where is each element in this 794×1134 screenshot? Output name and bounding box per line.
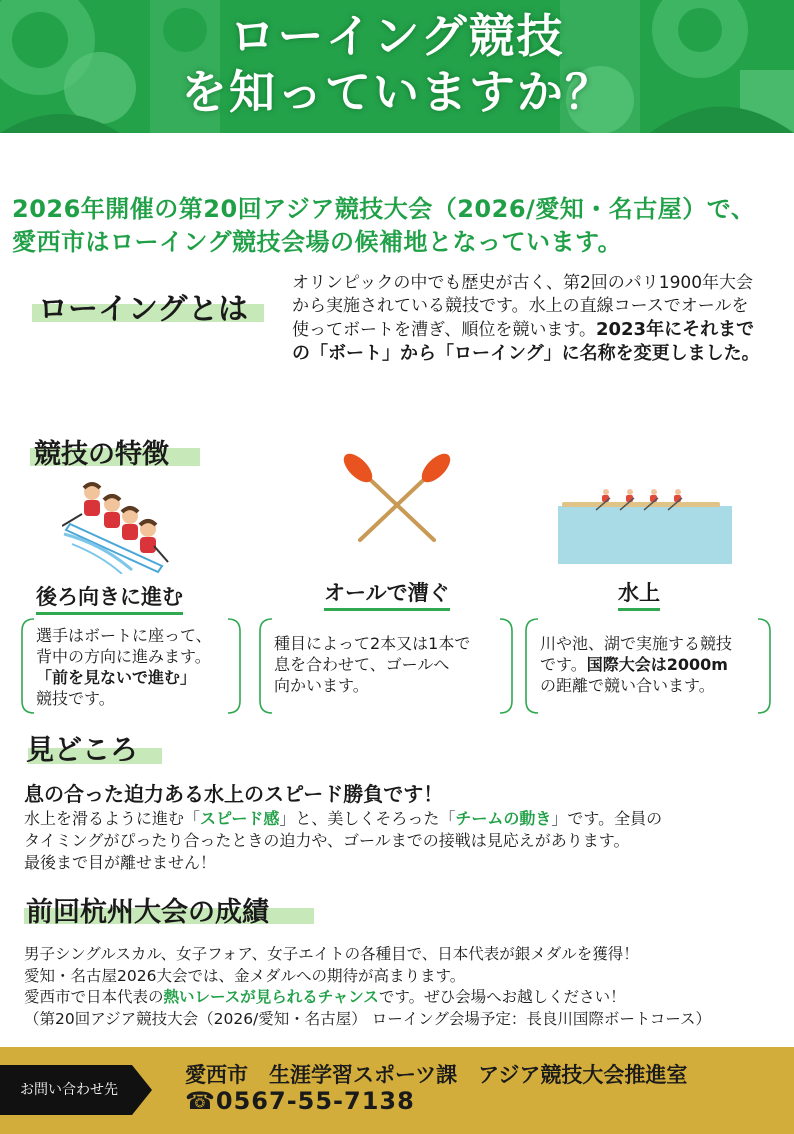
feature-text-line: 背中の方向に進みます。 (36, 647, 211, 666)
lead-text (12, 193, 792, 259)
contact-phone[interactable]: ☎0567-55-7138 (185, 1087, 415, 1115)
contact-footer (0, 1047, 794, 1134)
feature-underline (618, 608, 660, 611)
feature-text-line: 競技です。 (36, 689, 115, 708)
highlights-line3: 最後まで目が離せません！ (24, 853, 217, 872)
features-title: 競技の特徴 (34, 439, 169, 470)
text-run: 愛西市で日本代表の (24, 988, 164, 1006)
results-body (24, 944, 784, 1030)
text-run: です。ぜひ会場へお越しください！ (378, 988, 626, 1006)
highlights-body (24, 808, 714, 874)
feature-text-line: 息を合わせて、ゴールへ (274, 655, 450, 674)
lead-line1: 2026年開催の第20回アジア競技大会（2026/愛知・名古屋）で、 (12, 195, 756, 223)
rowing-boat-icon (558, 486, 732, 566)
feature-label-water-text: 水上 (618, 581, 660, 605)
feature-label-oar (324, 577, 450, 607)
feature-label-water (618, 577, 660, 607)
feature-bubble-oar (258, 617, 514, 715)
results-title: 前回杭州大会の成績 (26, 897, 269, 928)
feature-text-line: 向かいます。 (274, 676, 369, 695)
feature-text-line: 川や池、湖で実施する競技 (540, 634, 733, 653)
feature-text-line: 選手はボートに座って、 (36, 626, 212, 645)
feature-underline (324, 608, 450, 611)
page-title-line2: を知っていますか？ (181, 65, 613, 119)
lead-line2: 愛西市はローイング競技会場の候補地となっています。 (12, 228, 623, 256)
feature-text-water (540, 633, 732, 696)
feature-text-line: 種目によって2本又は1本で (274, 634, 471, 653)
text-emphasis: チームの動き (455, 809, 552, 828)
feature-label-backward-text: 後ろ向きに進む (36, 585, 183, 609)
feature-bubble-backward (20, 617, 242, 715)
feature-text-line: です。 (540, 655, 587, 674)
page-title (0, 8, 794, 120)
highlights-title: 見どころ (26, 733, 139, 766)
feature-text-line: の距離で競い合います。 (540, 676, 715, 695)
feature-bubble-water (524, 617, 772, 715)
results-line3 (24, 987, 784, 1009)
contact-tag-label: お問い合わせ先 (20, 1082, 118, 1098)
highlights-line1 (24, 808, 714, 830)
about-text-plain: オリンピックの中でも歴史が古く、第2回のパリ1900年大会から実施されている競技です。水上の直線コースでオールを使ってボートを漕ぎ、順位を競います。 (292, 273, 754, 340)
results-line4: （第20回アジア競技大会（2026/愛知・名古屋） ローイング会場予定：長良川国際ボートコース） (24, 1009, 711, 1028)
text-run: 」です。全員の (551, 809, 663, 828)
about-text (292, 272, 762, 366)
about-text-bold: 2023年にそれまでの「ボート」から「ローイング」に名称を変更しました。 (292, 319, 760, 364)
feature-label-backward (36, 581, 183, 611)
about-title: ローイングとは (38, 292, 248, 327)
text-emphasis: スピード感 (200, 809, 280, 828)
feature-text-oar (274, 633, 470, 696)
contact-department: 愛西市 生涯学習スポーツ課 アジア競技大会推進室 (185, 1063, 688, 1087)
contact-tag (0, 1065, 152, 1115)
rowing-crew-icon (62, 474, 172, 574)
feature-underline (36, 612, 183, 615)
crossed-oars-icon (342, 452, 452, 544)
highlights-subtitle: 息の合った迫力ある水上のスピード勝負です！ (24, 782, 444, 806)
text-emphasis: 熱いレースが見られるチャンス (163, 988, 379, 1006)
highlights-line2: タイミングがぴったり合ったときの迫力や、ゴールまでの接戦は見応えがあります。 (24, 831, 630, 850)
feature-text-bold: 「前を見ないで進む」 (36, 668, 197, 687)
feature-text-backward (36, 625, 212, 709)
header-banner (0, 0, 794, 133)
results-line2: 愛知・名古屋2026大会では、金メダルへの期待が高まります。 (24, 966, 466, 985)
results-line1: 男子シングルスカル、女子フォア、女子エイトの各種目で、日本代表が銀メダルを獲得！ (24, 945, 639, 963)
feature-text-bold: 国際大会は2000m (586, 655, 728, 674)
text-run: 」と、美しくそろった「 (279, 809, 456, 828)
text-run: 水上を滑るように進む「 (24, 809, 201, 828)
page-title-line1: ローイング競技 (229, 9, 565, 63)
feature-label-oar-text: オールで漕ぐ (324, 581, 450, 605)
